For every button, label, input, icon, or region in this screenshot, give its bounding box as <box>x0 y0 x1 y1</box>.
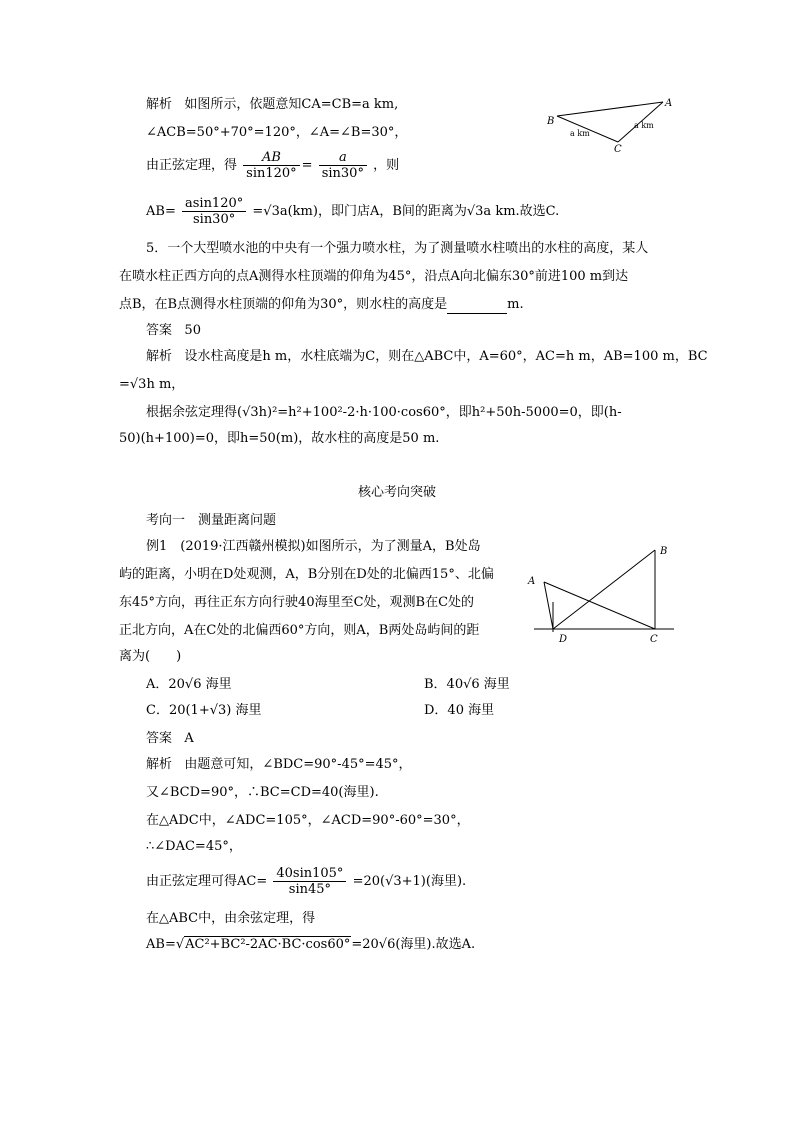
ex1-sol-line1: 解析 由题意可知，∠BDC=90°-45°=45°， <box>146 757 412 772</box>
point-b-label: B <box>660 546 668 557</box>
vertex-c-label: C <box>614 144 622 155</box>
radical-expression: √AC²+BC²-2AC·BC·cos60° <box>175 937 351 952</box>
ex1-line5: 离为( ) <box>119 649 182 664</box>
ex1-sol-line6: 在△ABC中，由余弦定理，得 <box>146 911 316 926</box>
q5-sol-line1: 解析 设水柱高度是h m，水柱底端为C，则在△ABC中，A=60°，AC=h m，AB=100 m，BC <box>146 349 708 364</box>
fraction-ab-over-sin120: $\frac{AB}{\sin 120^\circ}$ <box>243 150 300 181</box>
vertex-a-label: A <box>665 98 673 109</box>
sol4-line2: ∠ACB=50°+70°=120°，∠A=∠B=30°， <box>146 125 408 140</box>
option-a: A．20√6 海里 <box>146 677 232 692</box>
answer-label: 答案 <box>146 323 173 338</box>
fraction-a-over-sin30: $\frac{a}{\sin 30^\circ}$ <box>319 150 367 181</box>
answer-blank <box>447 300 507 314</box>
sol4-line3: 由正弦定理，得 $\frac{AB}{\sin 120^\circ}$ = $\frac{a}{\sin 30^\circ}$ ，则 <box>146 150 400 181</box>
side-ca-length: a km <box>634 121 654 130</box>
answer-value: A <box>184 731 194 746</box>
answer-value: 50 <box>184 323 201 338</box>
q5-sol-line3: 根据余弦定理得(√3h)²=h²+100²-2·h·100·cos60°，即h²+50h-5000=0，即(h- <box>146 405 622 420</box>
fraction-asin120-over-sin30: $\frac{asin120^\circ}{\sin 30^\circ}$ <box>182 196 246 227</box>
sol4-label: 解析 <box>146 97 173 112</box>
q5-line2: 在喷水柱正西方向的点A测得水柱顶端的仰角为45°，沿点A向北偏东30°前进100 m到达 <box>119 269 629 284</box>
section-heading: 考向一 测量距离问题 <box>146 513 277 528</box>
segment-ac <box>544 582 655 629</box>
fraction-40sin105-over-sin45: $\frac{40\sin 105^\circ}{\sin 45^\circ}$ <box>273 866 346 897</box>
islands-figure <box>522 540 682 650</box>
point-c-label: C <box>650 634 658 645</box>
q5-sol-line2: =√3h m， <box>119 377 185 392</box>
solution-label: 解析 <box>146 757 173 772</box>
q5-line3: 点B，在B点测得水柱顶端的仰角为30°，则水柱的高度是 m. <box>119 297 524 312</box>
section-title: 核心考向突破 <box>357 485 436 500</box>
q5-answer <box>146 322 201 340</box>
sol4-line1: 解析 如图所示，依题意知CA=CB=a km, <box>146 97 399 112</box>
option-b: B．40√6 海里 <box>424 677 510 692</box>
segment-da <box>544 582 553 629</box>
ex1-answer <box>146 730 194 748</box>
ex1-sol-line3: 在△ADC中，∠ADC=105°，∠ACD=90°-60°=30°， <box>146 813 470 828</box>
triangle-figure <box>540 94 680 158</box>
point-a-label: A <box>528 576 536 587</box>
segment-db <box>553 550 655 629</box>
answer-label: 答案 <box>146 731 173 746</box>
ex1-sol-line4: ∴∠DAC=45°， <box>146 839 242 854</box>
ex1-sol-line7: AB=√AC²+BC²-2AC·BC·cos60°=20√6(海里).故选A. <box>146 937 476 952</box>
sol4-line4: AB= $\frac{asin120^\circ}{\sin 30^\circ}$ =√3a(km)，即门店A，B间的距离为√3a km.故选C. <box>146 196 560 227</box>
ex1-sol-line5: 由正弦定理可得AC= $\frac{40\sin 105^\circ}{\sin 45^\circ}$ =20(√3+1)(海里). <box>146 866 467 897</box>
q5-sol-line4: 50)(h+100)=0，即h=50(m)，故水柱的高度是50 m. <box>119 431 440 446</box>
solution-label: 解析 <box>146 349 173 364</box>
q5-line1: 5．一个大型喷水池的中央有一个强力喷水柱，为了测量喷水柱喷出的水柱的高度，某人 <box>146 241 649 256</box>
ex1-line4: 正北方向，A在C处的北偏西60°方向，则A，B两处岛屿间的距 <box>119 623 480 638</box>
ex1-line3: 东45°方向，再往正东方向行驶40海里至C处，观测B在C处的 <box>119 595 475 610</box>
point-d-label: D <box>559 634 568 645</box>
ex1-line1: 例1 (2019·江西赣州模拟)如图所示，为了测量A，B处岛 <box>146 539 481 554</box>
option-c: C．20(1+√3) 海里 <box>146 703 262 718</box>
ex1-sol-line2: 又∠BCD=90°，∴BC=CD=40(海里). <box>146 785 379 800</box>
side-ba <box>557 102 663 116</box>
option-d: D．40 海里 <box>424 703 495 718</box>
side-bc-length: a km <box>570 129 590 138</box>
vertex-b-label: B <box>547 116 555 127</box>
ex1-line2: 屿的距离，小明在D处观测，A，B分别在D处的北偏西15°、北偏 <box>119 567 494 582</box>
